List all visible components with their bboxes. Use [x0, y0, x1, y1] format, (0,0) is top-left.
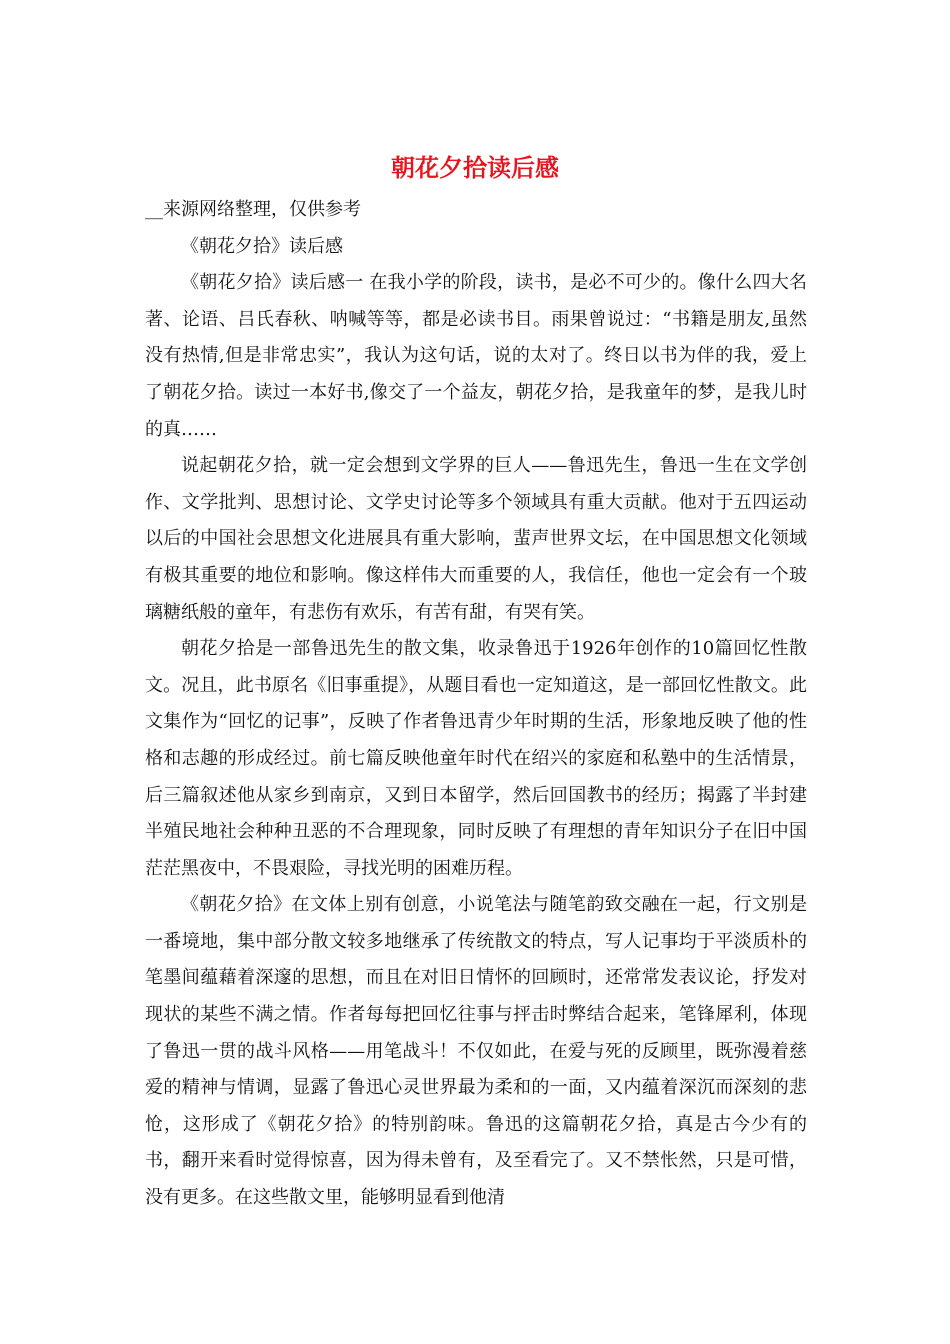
body-paragraph: 《朝花夕拾》读后感一 在我小学的阶段，读书，是必不可少的。像什么四大名著、论语、吕氏春秋、呐喊等等，都是必读书目。雨果曾说过：“书籍是朋友,虽然没有热情,但是非常忠实”，我认为这句话，说的太对了。终日以书为伴的我，爱上了朝花夕拾。读过一本好书,像交了一个益友，朝花夕拾，是我童年的梦，是我儿时的真…… — [145, 272, 807, 440]
source-note: __来源网络整理，仅供参考 — [145, 199, 361, 220]
body-paragraph: 说起朝花夕拾，就一定会想到文学界的巨人——鲁迅先生，鲁迅一生在文学创作、文学批判、思想讨论、文学史讨论等多个领域具有重大贡献。他对于五四运动以后的中国社会思想文化进展具有重大影响，蜚声世界文坛，在中国思想文化领域有极其重要的地位和影响。像这样伟大而重要的人，我信任，他也一定会有一个玻璃糖纸般的童年，有悲伤有欢乐，有苦有甜，有哭有笑。 — [145, 455, 807, 623]
document-subtitle: 《朝花夕拾》读后感 — [181, 235, 343, 257]
body-paragraph: 朝花夕拾是一部鲁迅先生的散文集，收录鲁迅于1926年创作的10篇回忆性散文。况且，此书原名《旧事重提》，从题目看也一定知道这，是一部回忆性散文。此文集作为“回忆的记事”，反映了作者鲁迅青少年时期的生活，形象地反映了他的性格和志趣的形成经过。前七篇反映他童年时代在绍兴的家庭和私塾中的生活情景，后三篇叙述他从家乡到南京，又到日本留学，然后回国教书的经历；揭露了半封建半殖民地社会种种丑恶的不合理现象，同时反映了有理想的青年知识分子在旧中国茫茫黑夜中，不畏艰险，寻找光明的困难历程。 — [145, 638, 807, 879]
document-title: 朝花夕拾读后感 — [391, 153, 559, 182]
body-paragraph: 《朝花夕拾》在文体上别有创意，小说笔法与随笔韵致交融在一起，行文别是一番境地，集中部分散文较多地继承了传统散文的特点，写人记事均于平淡质朴的笔墨间蕴藉着深邃的思想，而且在对旧日情怀的回顾时，还常常发表议论，抒发对现状的某些不满之情。作者每每把回忆往事与抨击时弊结合起来，笔锋犀利，体现了鲁迅一贯的战斗风格——用笔战斗！不仅如此，在爱与死的反顾里，既弥漫着慈爱的精神与情调，显露了鲁迅心灵世界最为柔和的一面，又内蕴着深沉而深刻的悲怆，这形成了《朝花夕拾》的特别韵味。鲁迅的这篇朝花夕拾，真是古今少有的书，翻开来看时觉得惊喜，因为得未曾有，及至看完了。又不禁怅然，只是可惜，没有更多。在这些散文里，能够明显看到他清 — [145, 894, 807, 1209]
document-body — [145, 192, 807, 1217]
